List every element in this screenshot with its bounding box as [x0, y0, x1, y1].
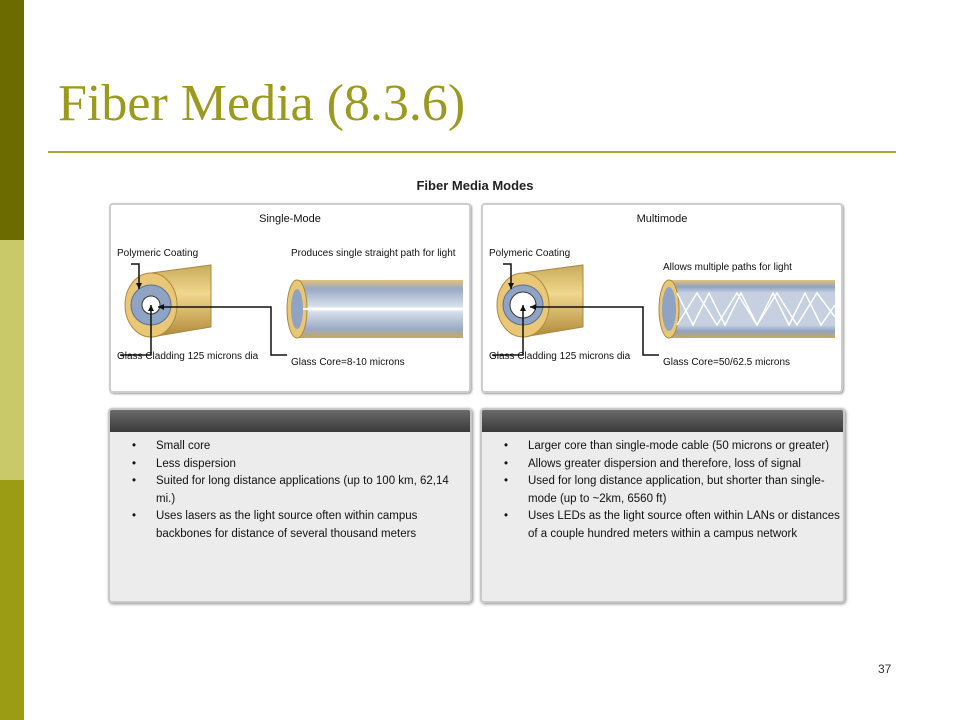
slide-title: Fiber Media (8.3.6) — [58, 75, 466, 132]
fiber-end-cladding — [291, 289, 303, 329]
multimode-header-bar — [482, 410, 843, 432]
bullet-text: Larger core than single-mode cable (50 microns or greater) — [528, 440, 830, 452]
list-item: • Less dispersion — [132, 457, 236, 470]
left-stripe-middle — [0, 240, 24, 480]
bullet-text: Uses lasers as the light source often within campus backbones for distance of several thousand meters — [156, 510, 418, 540]
list-item: • Small core — [132, 440, 211, 452]
list-item: • Larger core than single-mode cable (50 microns or greater) — [504, 440, 830, 452]
cladding-label: Glass Cladding 125 microns dia — [489, 351, 631, 362]
core-label: Glass Core=50/62.5 microns — [663, 357, 791, 368]
fiber-cylinder — [669, 280, 835, 338]
multimode-diagram — [481, 203, 843, 393]
path-label: Allows multiple paths for light — [663, 262, 792, 273]
list-item: • Uses LEDs as the light source often within LANs or distances of a couple hundred meters within a campus network — [504, 510, 840, 540]
bullet-text: Suited for long distance applications (up to 100 km, 62,14 mi.) — [156, 475, 449, 505]
core-label: Glass Core=8-10 microns — [291, 357, 405, 368]
single-mode-illustration — [111, 205, 469, 391]
bullet-text: Small core — [156, 440, 211, 452]
left-stripe-top — [0, 0, 24, 240]
single-mode-title: Single-Mode — [259, 213, 321, 225]
left-stripe-bottom — [0, 480, 24, 720]
page-number: 37 — [878, 662, 892, 676]
bullet-text: Uses LEDs as the light source often within LANs or distances of a couple hundred meters within a campus network — [528, 510, 840, 540]
bullet-text: Less dispersion — [156, 457, 236, 470]
bullet-text: Allows greater dispersion and therefore, loss of signal — [528, 457, 801, 470]
fiber-end-cladding — [662, 287, 676, 331]
coating-label: Polymeric Coating — [117, 248, 199, 259]
multimode-features — [480, 408, 845, 603]
path-label: Produces single straight path for light — [291, 248, 456, 259]
list-item: • Uses lasers as the light source often within campus backbones for distance of several thousand meters — [132, 510, 418, 540]
single-mode-bullet-list — [110, 438, 470, 543]
list-item: • Suited for long distance applications (up to 100 km, 62,14 mi.) — [132, 475, 449, 505]
single-mode-features — [108, 408, 472, 603]
single-mode-header-bar — [110, 410, 470, 432]
multimode-title: Multimode — [636, 213, 688, 225]
bullet-text: Used for long distance application, but shorter than single-mode (up to ~2km, 6560 ft) — [528, 475, 825, 505]
cladding-label: Glass Cladding 125 microns dia — [117, 351, 259, 362]
single-mode-diagram — [109, 203, 471, 393]
coating-label: Polymeric Coating — [489, 248, 571, 259]
figure-title: Fiber Media Modes — [416, 178, 534, 193]
list-item: • Allows greater dispersion and therefore, loss of signal — [504, 457, 801, 470]
list-item: • Used for long distance application, but shorter than single-mode (up to ~2km, 6560 ft) — [504, 475, 825, 505]
title-rule — [48, 151, 896, 153]
multimode-bullet-list — [482, 438, 843, 543]
